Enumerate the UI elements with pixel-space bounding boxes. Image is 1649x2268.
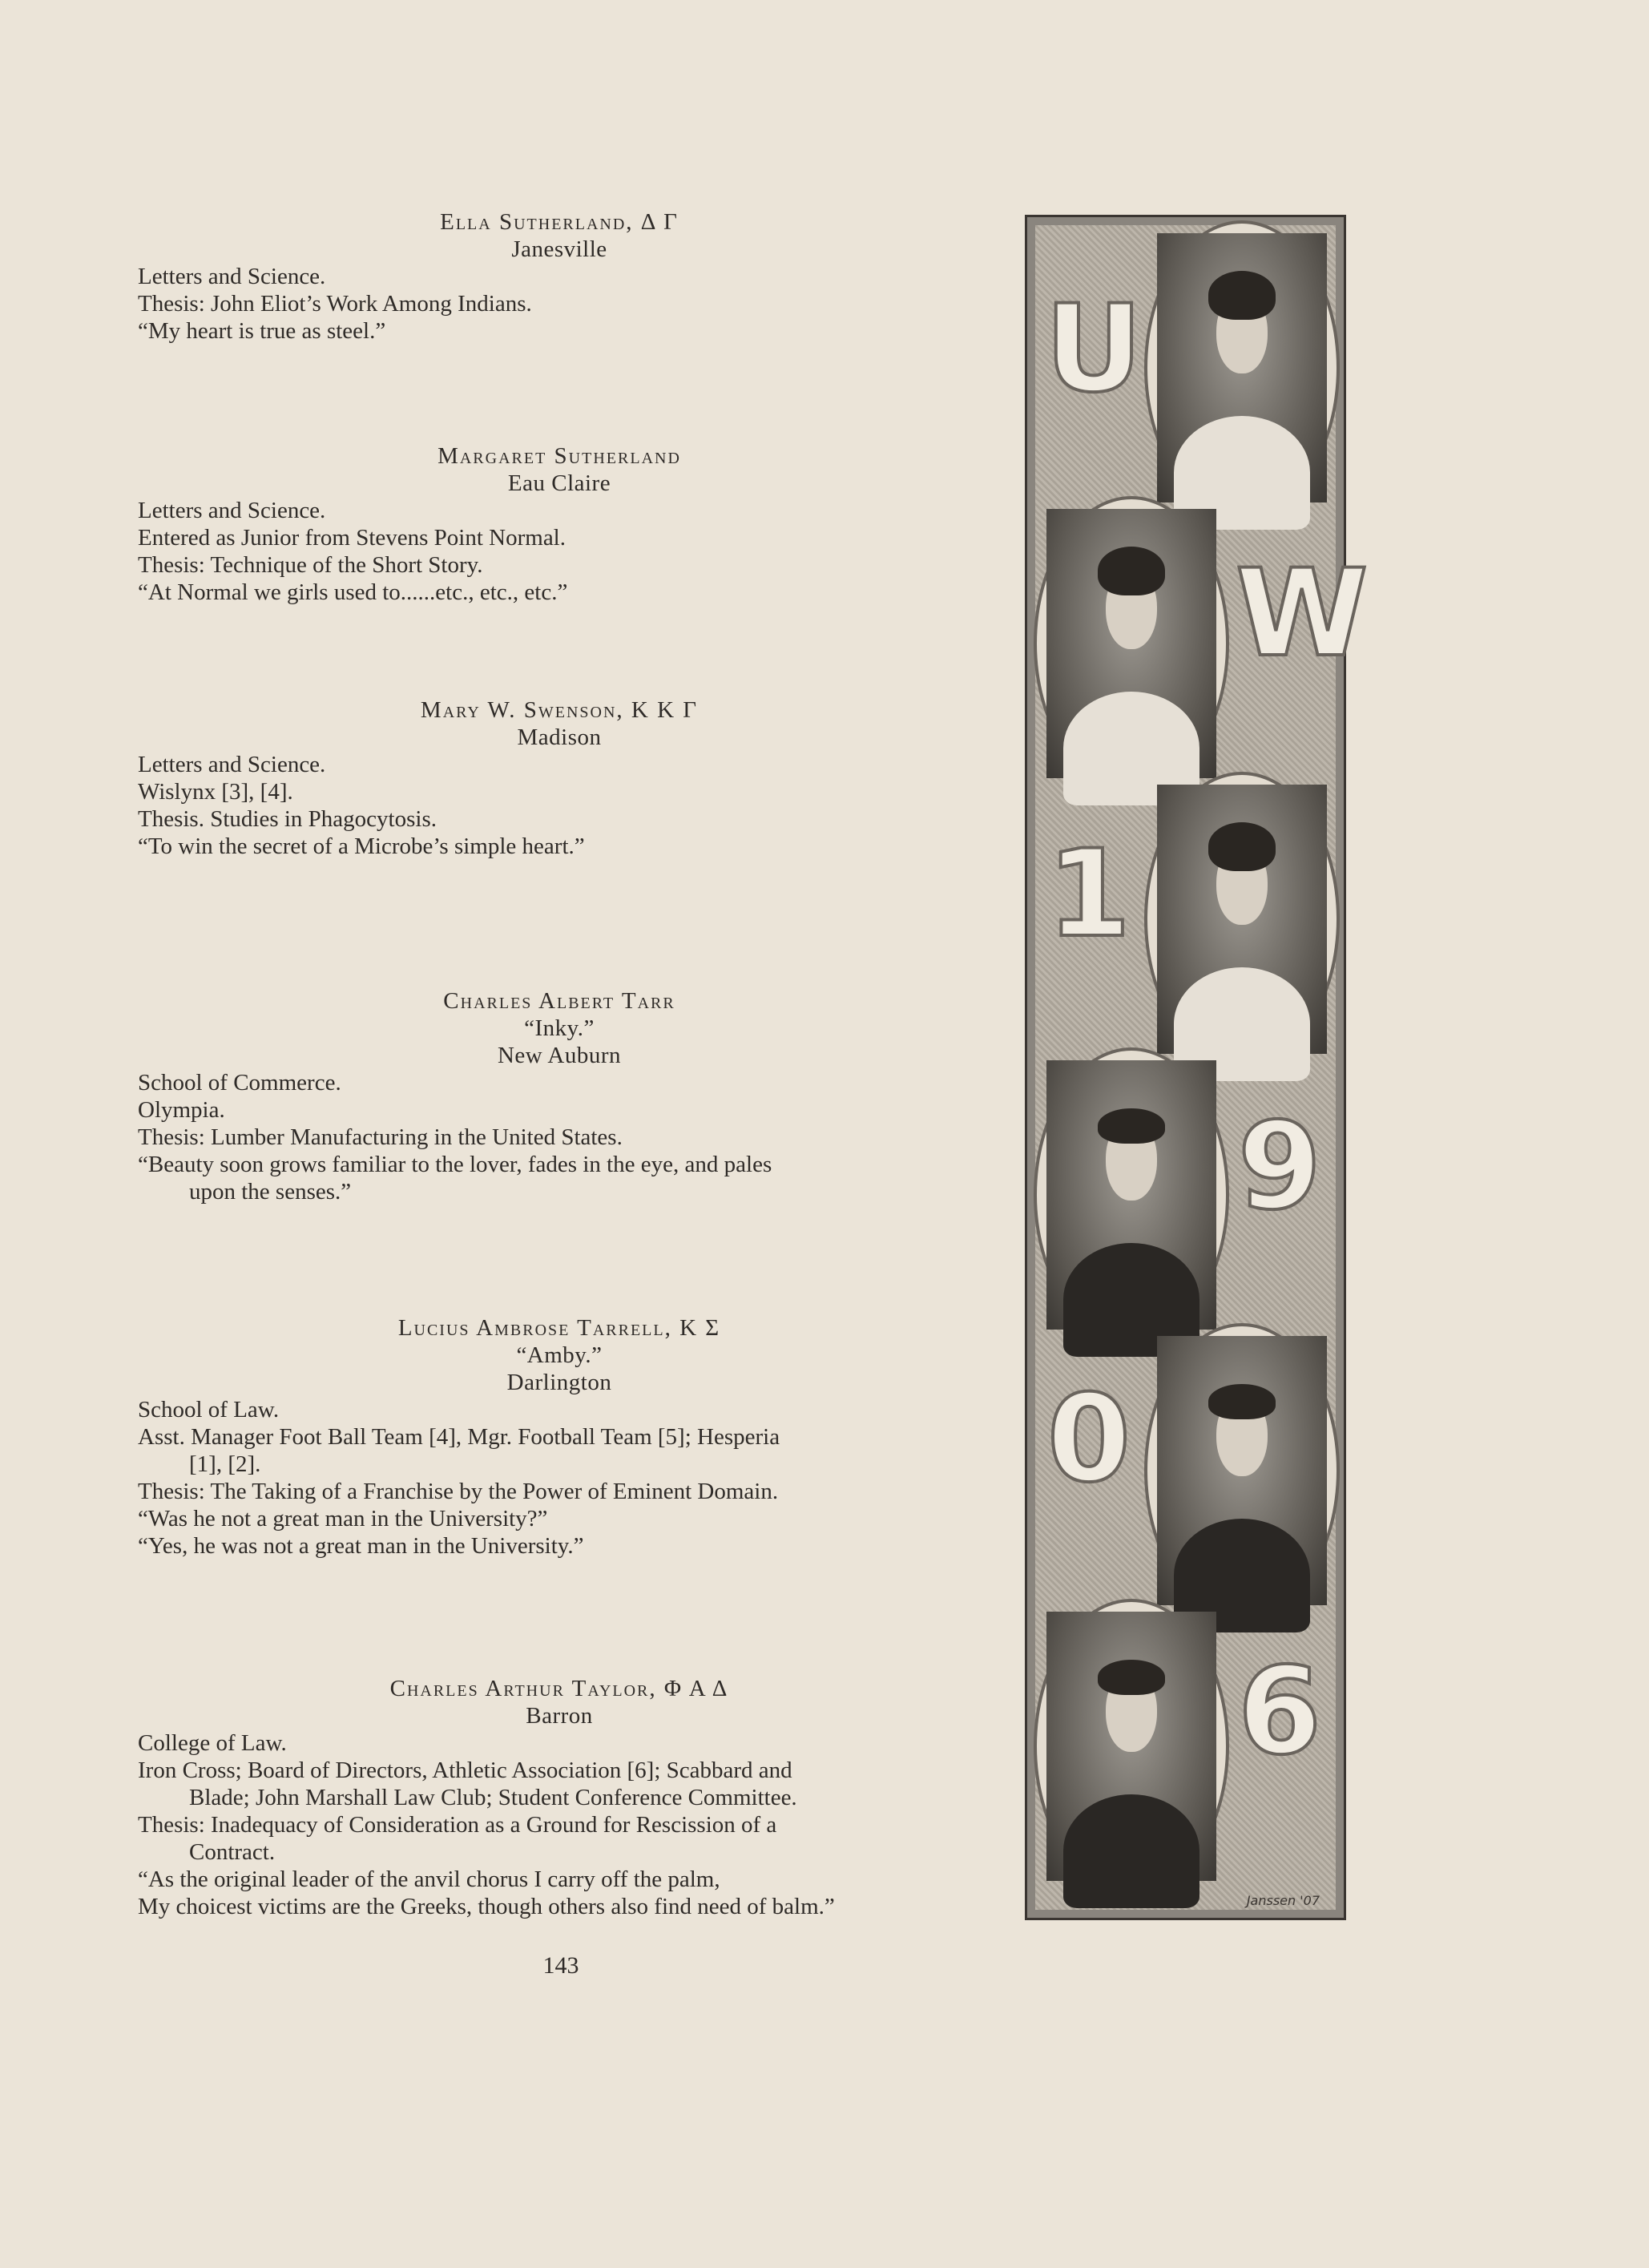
senior-entry xyxy=(138,208,981,345)
portrait-frame-1 xyxy=(1147,224,1337,512)
entry-line: Letters and Science. xyxy=(138,752,326,777)
entry-line: “My heart is true as steel.” xyxy=(138,318,386,344)
hometown: Janesville xyxy=(511,236,607,262)
senior-name: Charles Arthur Taylor, Φ Α Δ xyxy=(389,1676,729,1701)
strip-digit-6: 6 xyxy=(1237,1642,1322,1782)
portrait-photo xyxy=(1046,1060,1216,1330)
strip-letter-w: W xyxy=(1236,544,1369,684)
entry-line: “Beauty soon grows familiar to the lover, fades in the eye, and pales xyxy=(138,1152,772,1177)
entry-line: “As the original leader of the anvil chorus I carry off the palm, xyxy=(138,1866,720,1892)
senior-name: Mary W. Swenson, K K Γ xyxy=(420,697,699,723)
strip-digit-9: 9 xyxy=(1237,1097,1322,1237)
photo-strip xyxy=(1025,215,1369,1920)
entry-line: Entered as Junior from Stevens Point Normal. xyxy=(138,525,566,551)
nickname: “Amby.” xyxy=(516,1342,603,1368)
hometown: Eau Claire xyxy=(507,470,611,496)
hometown: Madison xyxy=(517,724,602,750)
entry-line: Thesis: Technique of the Short Story. xyxy=(138,552,483,578)
entry-line: upon the senses.” xyxy=(189,1179,352,1205)
entry-line: School of Commerce. xyxy=(138,1070,341,1096)
portrait-frame-5 xyxy=(1147,1326,1337,1615)
entry-line: Olympia. xyxy=(138,1097,225,1123)
senior-entry xyxy=(138,987,981,1205)
entry-line: Thesis: Lumber Manufacturing in the United States. xyxy=(138,1124,623,1150)
entry-line: “To win the secret of a Microbe’s simple heart.” xyxy=(138,833,585,859)
portrait-frame-3 xyxy=(1147,775,1337,1063)
entry-line: Thesis: Inadequacy of Consideration as a Ground for Rescission of a xyxy=(138,1812,777,1838)
artist-signature: Janssen '07 xyxy=(1246,1893,1320,1908)
senior-entry xyxy=(138,1314,981,1560)
portrait-photo xyxy=(1157,785,1327,1054)
senior-entry xyxy=(138,442,981,606)
entry-line: Wislynx [3], [4]. xyxy=(138,779,293,805)
entry-line: School of Law. xyxy=(138,1397,280,1423)
senior-name: Margaret Sutherland xyxy=(437,443,681,469)
entry-line: Blade; John Marshall Law Club; Student Conference Committee. xyxy=(189,1785,797,1810)
entry-line: Thesis: The Taking of a Franchise by the Power of Eminent Domain. xyxy=(138,1479,779,1504)
entry-line: Letters and Science. xyxy=(138,264,326,289)
senior-name: Charles Albert Tarr xyxy=(443,988,675,1014)
portrait-photo xyxy=(1157,233,1327,502)
entry-line: My choicest victims are the Greeks, though others also find need of balm.” xyxy=(138,1894,835,1919)
senior-entry xyxy=(138,696,981,860)
entry-line: “At Normal we girls used to......etc., etc., etc.” xyxy=(138,579,568,605)
portrait-photo xyxy=(1157,1336,1327,1605)
entry-line: “Was he not a great man in the University?” xyxy=(138,1506,548,1532)
hometown: New Auburn xyxy=(497,1043,621,1068)
page-number: 143 xyxy=(542,1952,579,1979)
entry-line: Asst. Manager Foot Ball Team [4], Mgr. Football Team [5]; Hesperia xyxy=(138,1424,780,1450)
portrait-photo xyxy=(1046,509,1216,778)
nickname: “Inky.” xyxy=(524,1015,595,1041)
entry-line: Iron Cross; Board of Directors, Athletic Association [6]; Scabbard and xyxy=(138,1757,792,1783)
portrait-frame-6 xyxy=(1037,1602,1226,1891)
hometown: Darlington xyxy=(506,1370,612,1395)
strip-digit-0: 0 xyxy=(1046,1370,1131,1509)
senior-entry xyxy=(138,1675,981,1920)
senior-name: Lucius Ambrose Tarrell, K Σ xyxy=(397,1315,721,1341)
strip-digit-1: 1 xyxy=(1046,825,1131,964)
portrait-frame-4 xyxy=(1037,1051,1226,1339)
entry-line: Thesis: John Eliot’s Work Among Indians. xyxy=(138,291,532,317)
senior-name: Ella Sutherland, Δ Γ xyxy=(440,209,679,235)
entry-line: Letters and Science. xyxy=(138,498,326,523)
hometown: Barron xyxy=(526,1703,593,1729)
entry-line: [1], [2]. xyxy=(189,1451,261,1477)
entry-line: “Yes, he was not a great man in the University.” xyxy=(138,1533,584,1559)
entry-line: Contract. xyxy=(189,1839,276,1865)
entry-line: College of Law. xyxy=(138,1730,287,1756)
strip-letter-u: U xyxy=(1045,280,1143,419)
portrait-photo xyxy=(1046,1612,1216,1881)
portrait-frame-2 xyxy=(1037,499,1226,788)
entry-line: Thesis. Studies in Phagocytosis. xyxy=(138,806,437,832)
